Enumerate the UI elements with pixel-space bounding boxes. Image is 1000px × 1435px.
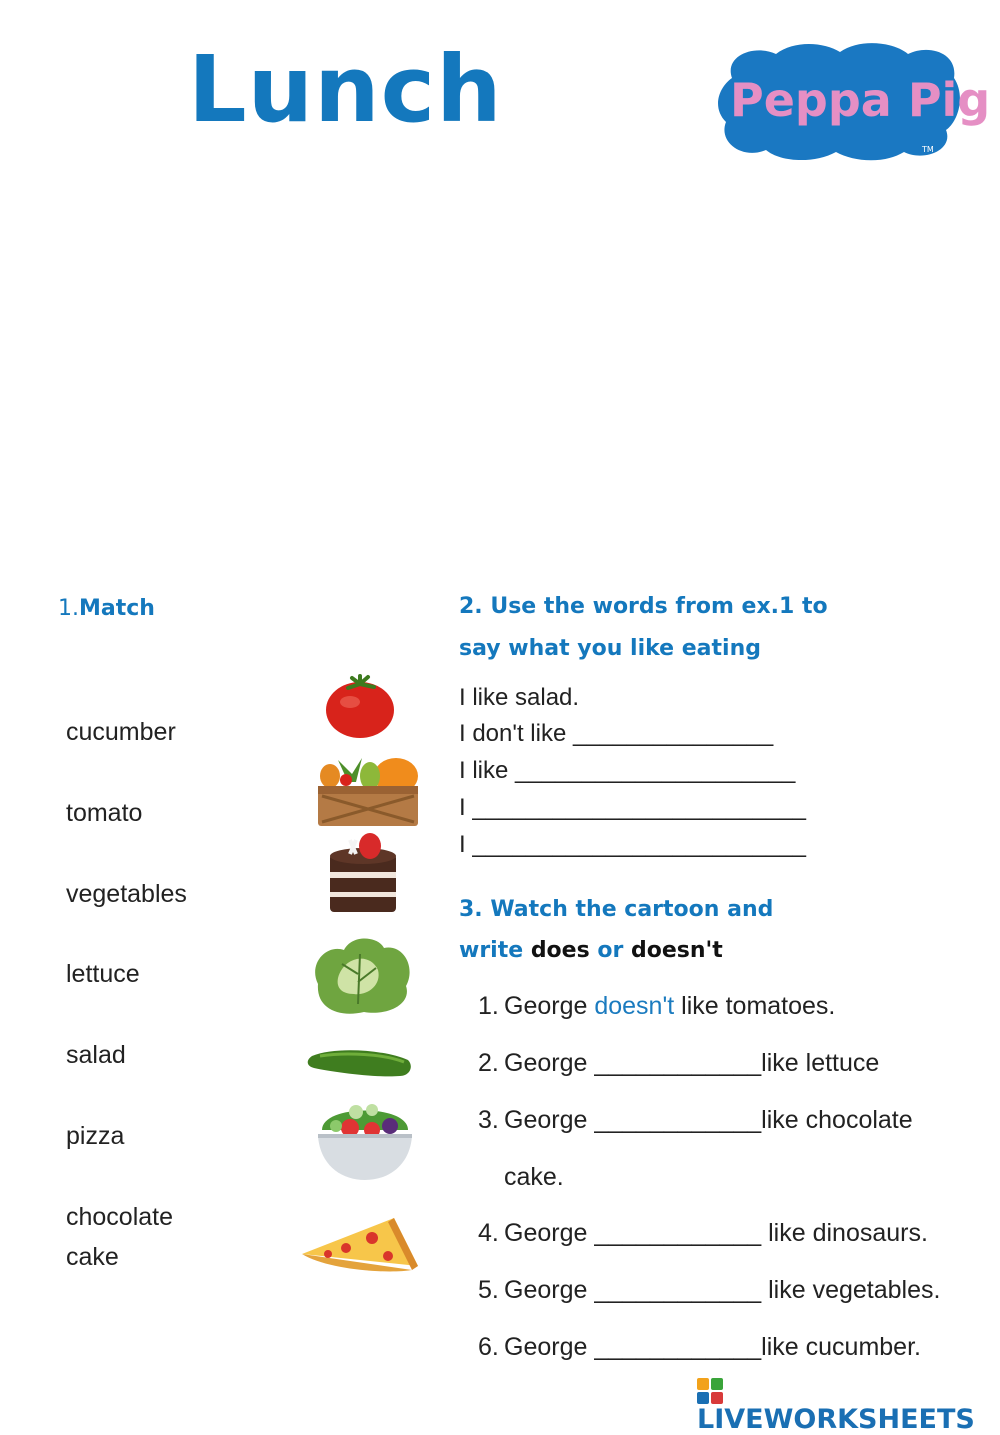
item-number: 3. [478,1106,499,1134]
exercise2-sentence[interactable]: I don't like _______________ [459,720,774,747]
item-number: 2. [478,1049,499,1077]
match-word-cucumber[interactable]: cucumber [66,718,176,746]
exercise1-heading [58,596,155,621]
lettuce-picture[interactable] [308,934,414,1016]
exercise3-item[interactable] [478,1333,921,1362]
item-text: George [504,992,595,1020]
exercise2-heading-line2: say what you like eating [459,636,761,661]
item-text: George ____________ like dinosaurs. [504,1219,928,1247]
exercise1-title: Match [79,596,155,621]
heading-does: does [530,938,590,963]
item-number: 5. [478,1276,499,1304]
peppa-pig-logo [714,38,991,164]
match-word-salad[interactable]: salad [66,1041,126,1069]
item-number: 6. [478,1333,499,1361]
tomato-picture[interactable] [322,674,398,740]
chocolate-cake-picture[interactable] [326,832,400,916]
exercise3-item [478,992,835,1021]
exercise3-item[interactable] [478,1219,928,1248]
item-text: George ____________ like vegetables. [504,1276,941,1304]
exercise3-item[interactable] [478,1049,879,1078]
exercise3-heading-line2 [459,938,723,963]
match-word-chocolate[interactable]: chocolate [66,1203,174,1231]
exercise3-item[interactable] [478,1106,913,1135]
match-word-pizza[interactable]: pizza [66,1122,125,1150]
exercise1-number: 1. [58,596,79,621]
item-text: George ____________like lettuce [504,1049,880,1077]
item-text: cake. [504,1163,564,1191]
exercise3-item-continued [478,1163,564,1192]
heading-write: write [459,938,531,963]
logo-text: Peppa Pig [730,73,991,127]
heading-or: or [589,938,631,963]
liveworksheets-brand[interactable] [697,1378,1000,1435]
item-text: George ____________like chocolate [504,1106,913,1134]
match-word-cake[interactable]: cake [66,1243,119,1271]
exercise2-sentence[interactable]: I like _____________________ [459,757,796,784]
exercise2-sentence[interactable]: I _________________________ [459,831,807,858]
item-text-end: like tomatoes. [674,992,836,1020]
liveworksheets-icon [697,1378,723,1404]
page-title: Lunch [188,36,503,143]
exercise3-heading-line1: 3. Watch the cartoon and [459,897,774,922]
match-word-vegetables[interactable]: vegetables [66,880,187,908]
exercise2-sentence[interactable]: I _________________________ [459,794,807,821]
vegetables-crate-picture[interactable] [316,752,420,828]
match-word-lettuce[interactable]: lettuce [66,960,140,988]
item-number: 4. [478,1219,499,1247]
item-number: 1. [478,992,499,1020]
heading-doesnt: doesn't [631,938,723,963]
cucumber-picture[interactable] [306,1042,414,1080]
salad-bowl-picture[interactable] [316,1096,414,1182]
exercise2-sentence: I like salad. [459,684,580,711]
item-answer[interactable]: doesn't [594,992,675,1020]
exercise2-heading-line1: 2. Use the words from ex.1 to [459,594,828,619]
pizza-slice-picture[interactable] [298,1214,424,1274]
liveworksheets-text: LIVEWORKSHEETS [697,1404,975,1435]
logo-tm: TM [922,145,934,154]
match-word-tomato[interactable]: tomato [66,799,143,827]
exercise3-item[interactable] [478,1276,940,1305]
item-text: George ____________like cucumber. [504,1333,921,1361]
